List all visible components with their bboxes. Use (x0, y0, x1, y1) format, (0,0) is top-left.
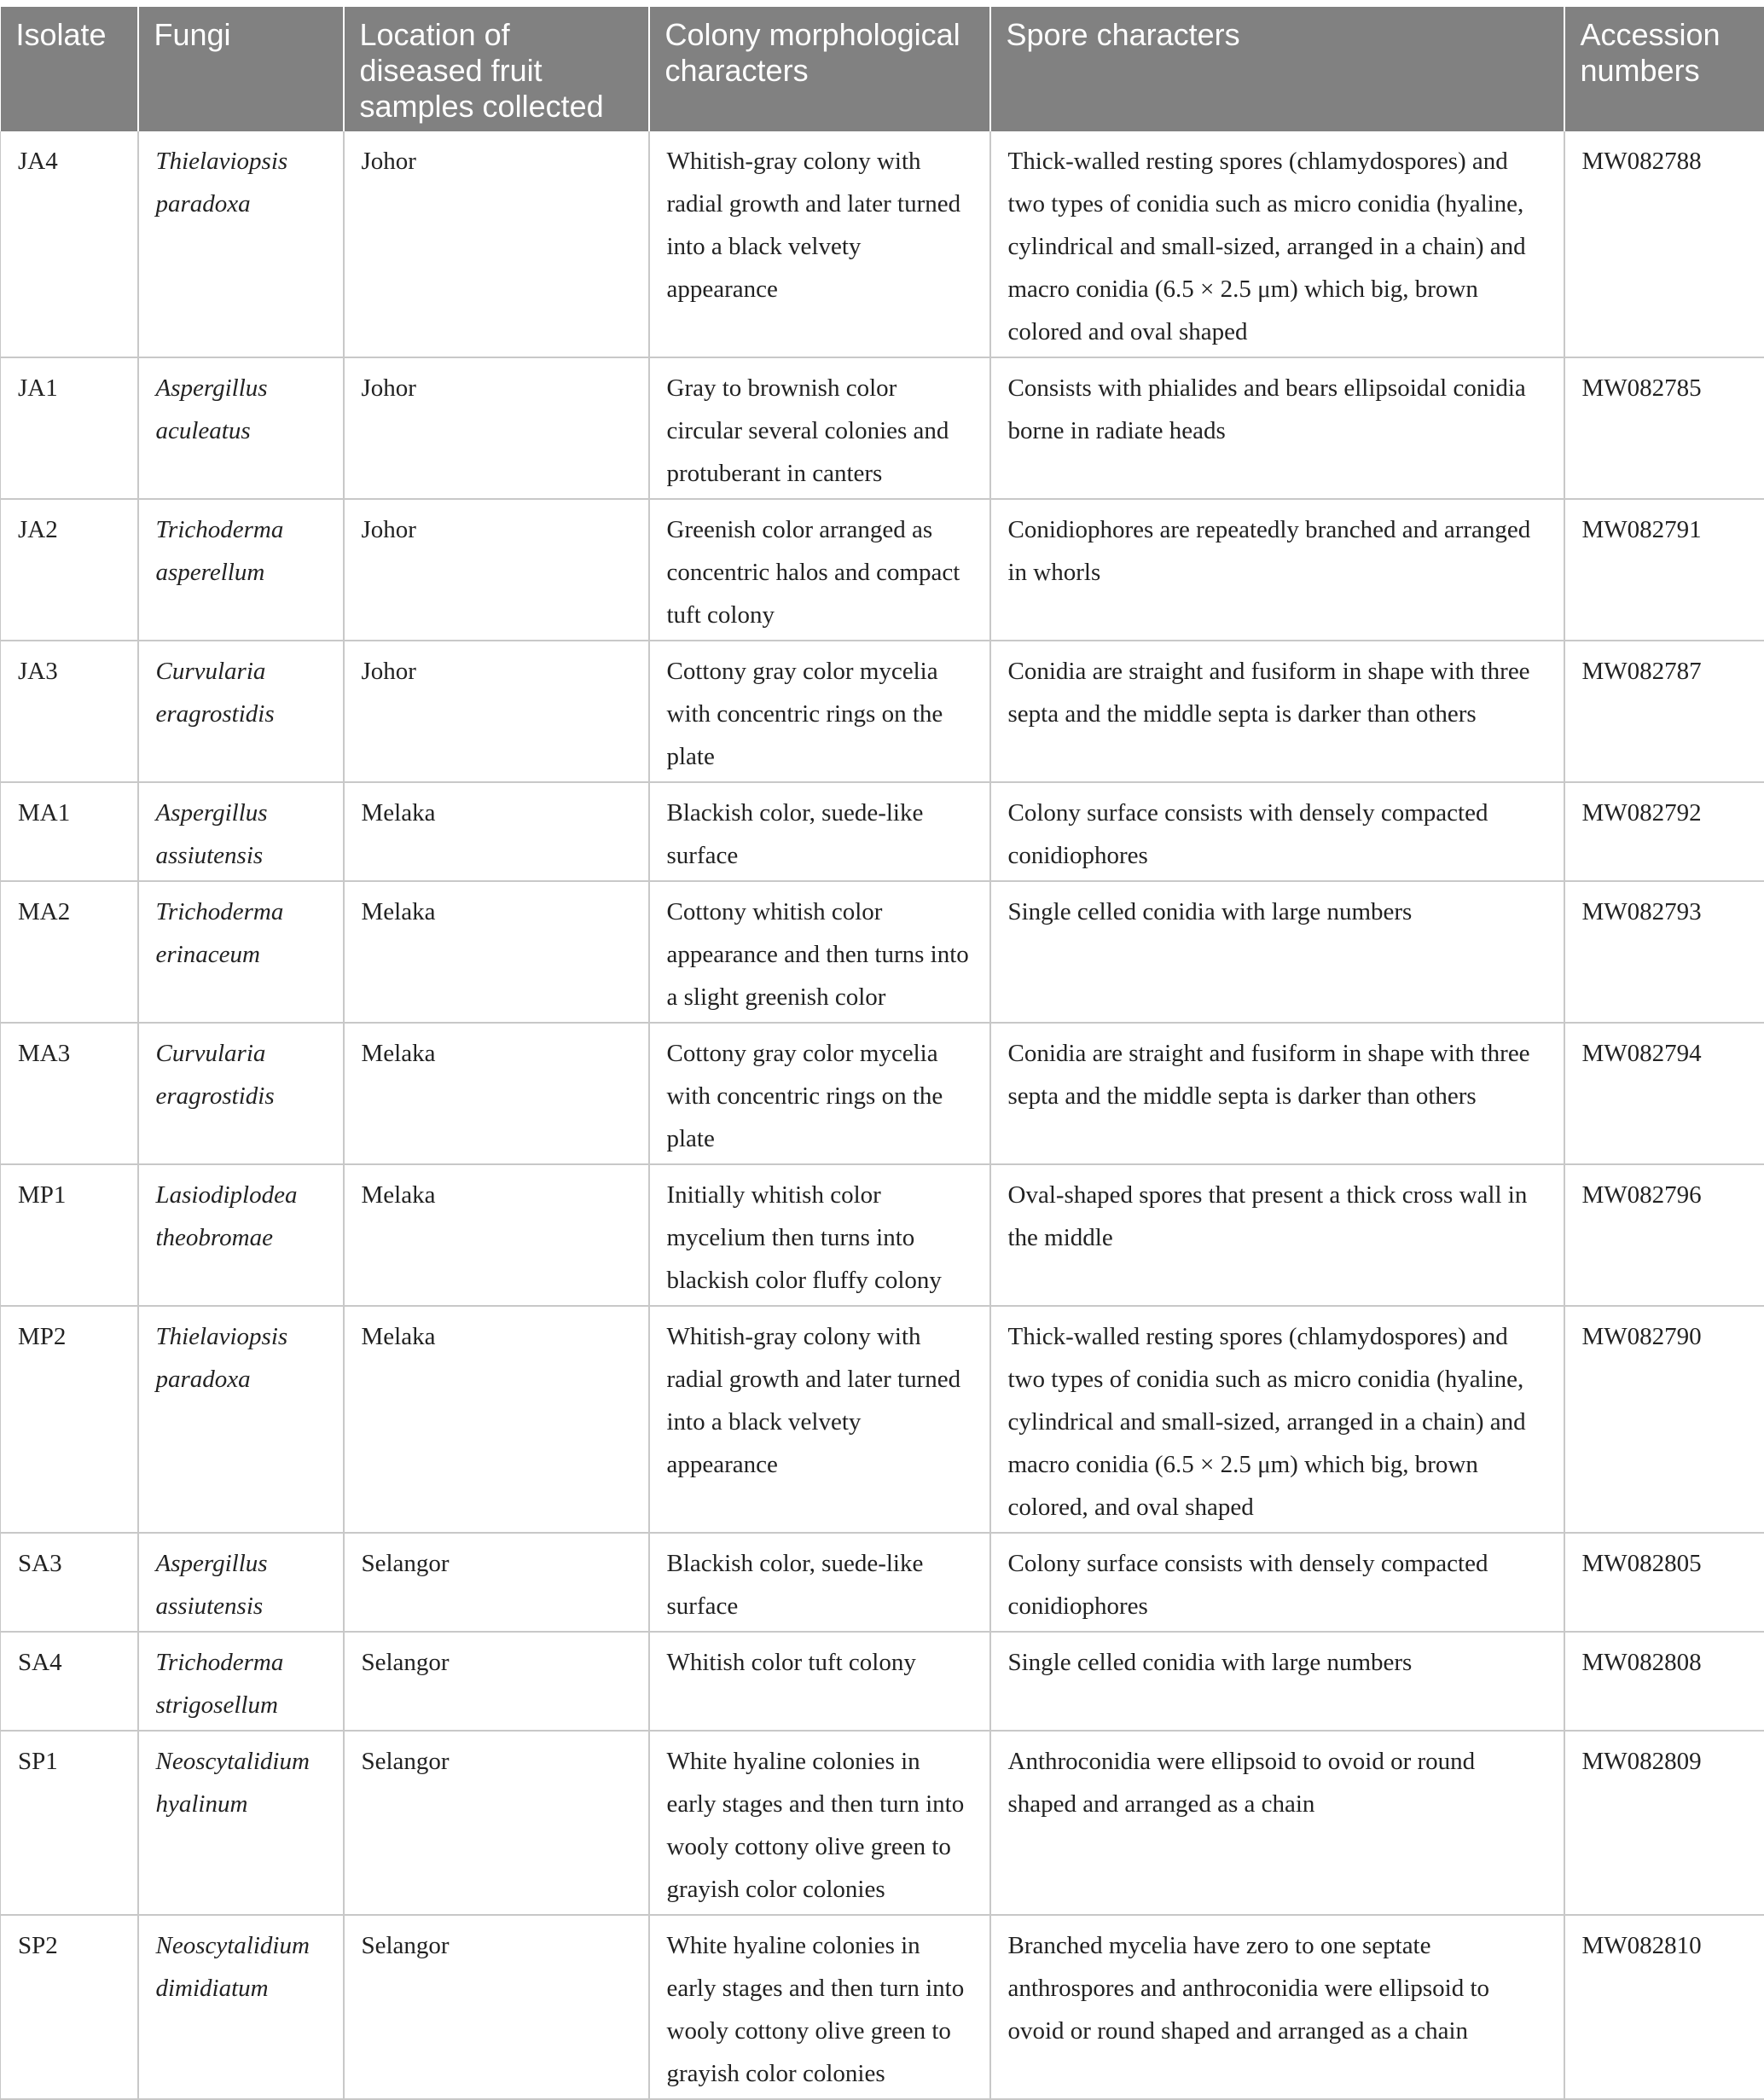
cell-accession: MW082810 (1564, 1915, 1764, 2099)
cell-spore: Colony surface consists with densely compacted conidiophores (990, 782, 1564, 881)
cell-spore: Single celled conidia with large numbers (990, 1632, 1564, 1731)
cell-colony: Cottony gray color mycelia with concentric rings on the plate (649, 1023, 990, 1164)
cell-location: Selangor (344, 1632, 649, 1731)
cell-spore: Colony surface consists with densely compacted conidiophores (990, 1533, 1564, 1632)
header-spore: Spore characters (990, 7, 1564, 131)
header-row (1, 7, 1764, 131)
cell-fungi: Curvularia eragrostidis (138, 641, 344, 782)
cell-location: Melaka (344, 881, 649, 1023)
cell-spore: Oval-shaped spores that present a thick cross wall in the middle (990, 1164, 1564, 1306)
cell-isolate: MA3 (1, 1023, 138, 1164)
cell-spore: Conidia are straight and fusiform in shape with three septa and the middle septa is darker than others (990, 1023, 1564, 1164)
cell-spore: Thick-walled resting spores (chlamydospores) and two types of conidia such as micro conidia (hyaline, cylindrical and small-sized, arranged in a chain) and macro conidia (6.5 × 2.5 μm) which big, brown colored, and oval shaped (990, 1306, 1564, 1533)
cell-colony: Blackish color, suede-like surface (649, 782, 990, 881)
cell-accession: MW082791 (1564, 499, 1764, 641)
cell-accession: MW082805 (1564, 1533, 1764, 1632)
table-container (0, 7, 1764, 2100)
cell-fungi: Trichoderma strigosellum (138, 1632, 344, 1731)
table-row (1, 782, 1764, 881)
cell-fungi: Aspergillus assiutensis (138, 1533, 344, 1632)
cell-fungi: Aspergillus assiutensis (138, 782, 344, 881)
cell-location: Melaka (344, 1164, 649, 1306)
table-row (1, 641, 1764, 782)
cell-fungi: Curvularia eragrostidis (138, 1023, 344, 1164)
cell-fungi: Neoscytalidium hyalinum (138, 1731, 344, 1915)
table-row (1, 1731, 1764, 1915)
cell-fungi: Trichoderma asperellum (138, 499, 344, 641)
table-row (1, 1632, 1764, 1731)
header-colony: Colony morphological characters (649, 7, 990, 131)
cell-colony: Whitish color tuft colony (649, 1632, 990, 1731)
header-isolate: Isolate (1, 7, 138, 131)
cell-isolate: SA4 (1, 1632, 138, 1731)
cell-spore: Branched mycelia have zero to one septate anthrospores and anthroconidia were ellipsoid to ovoid or round shaped and arranged as a chain (990, 1915, 1564, 2099)
table-row (1, 131, 1764, 357)
cell-accession: MW082809 (1564, 1731, 1764, 1915)
cell-location: Johor (344, 641, 649, 782)
cell-isolate: JA3 (1, 641, 138, 782)
cell-location: Selangor (344, 1915, 649, 2099)
cell-colony: Gray to brownish color circular several colonies and protuberant in canters (649, 357, 990, 499)
cell-colony: Whitish-gray colony with radial growth and later turned into a black velvety appearance (649, 1306, 990, 1533)
cell-spore: Single celled conidia with large numbers (990, 881, 1564, 1023)
cell-accession: MW082792 (1564, 782, 1764, 881)
cell-accession: MW082785 (1564, 357, 1764, 499)
cell-spore: Conidia are straight and fusiform in shape with three septa and the middle septa is darker than others (990, 641, 1564, 782)
cell-isolate: SP1 (1, 1731, 138, 1915)
cell-isolate: MP1 (1, 1164, 138, 1306)
table-row (1, 1915, 1764, 2099)
table-header (1, 7, 1764, 131)
header-fungi: Fungi (138, 7, 344, 131)
table-row (1, 881, 1764, 1023)
cell-colony: White hyaline colonies in early stages and then turn into wooly cottony olive green to grayish color colonies (649, 1731, 990, 1915)
cell-isolate: JA2 (1, 499, 138, 641)
table-row (1, 1306, 1764, 1533)
table-row (1, 1533, 1764, 1632)
cell-accession: MW082794 (1564, 1023, 1764, 1164)
cell-colony: Blackish color, suede-like surface (649, 1533, 990, 1632)
table-row (1, 357, 1764, 499)
cell-isolate: MP2 (1, 1306, 138, 1533)
cell-fungi: Lasiodiplodea theobromae (138, 1164, 344, 1306)
cell-location: Melaka (344, 1023, 649, 1164)
cell-accession: MW082808 (1564, 1632, 1764, 1731)
fungi-isolates-table (0, 7, 1764, 2100)
cell-fungi: Thielaviopsis paradoxa (138, 1306, 344, 1533)
cell-accession: MW082796 (1564, 1164, 1764, 1306)
cell-spore: Consists with phialides and bears ellipsoidal conidia borne in radiate heads (990, 357, 1564, 499)
cell-fungi: Thielaviopsis paradoxa (138, 131, 344, 357)
table-row (1, 499, 1764, 641)
table-row (1, 1164, 1764, 1306)
cell-location: Melaka (344, 782, 649, 881)
cell-accession: MW082787 (1564, 641, 1764, 782)
header-location: Location of diseased fruit samples collected (344, 7, 649, 131)
cell-isolate: MA1 (1, 782, 138, 881)
cell-location: Johor (344, 357, 649, 499)
table-body (1, 131, 1764, 2099)
cell-location: Johor (344, 131, 649, 357)
cell-location: Melaka (344, 1306, 649, 1533)
cell-isolate: MA2 (1, 881, 138, 1023)
cell-fungi: Aspergillus aculeatus (138, 357, 344, 499)
cell-colony: Initially whitish color mycelium then turns into blackish color fluffy colony (649, 1164, 990, 1306)
cell-location: Selangor (344, 1533, 649, 1632)
cell-isolate: SA3 (1, 1533, 138, 1632)
cell-accession: MW082793 (1564, 881, 1764, 1023)
cell-fungi: Neoscytalidium dimidiatum (138, 1915, 344, 2099)
table-row (1, 1023, 1764, 1164)
cell-colony: Cottony gray color mycelia with concentric rings on the plate (649, 641, 990, 782)
cell-colony: Whitish-gray colony with radial growth and later turned into a black velvety appearance (649, 131, 990, 357)
cell-accession: MW082790 (1564, 1306, 1764, 1533)
cell-isolate: JA4 (1, 131, 138, 357)
cell-isolate: JA1 (1, 357, 138, 499)
header-accession: Accession numbers (1564, 7, 1764, 131)
cell-location: Selangor (344, 1731, 649, 1915)
cell-colony: Greenish color arranged as concentric halos and compact tuft colony (649, 499, 990, 641)
cell-spore: Conidiophores are repeatedly branched and arranged in whorls (990, 499, 1564, 641)
cell-spore: Thick-walled resting spores (chlamydospores) and two types of conidia such as micro conidia (hyaline, cylindrical and small-sized, arranged in a chain) and macro conidia (6.5 × 2.5 μm) which big, brown colored and oval shaped (990, 131, 1564, 357)
cell-colony: Cottony whitish color appearance and then turns into a slight greenish color (649, 881, 990, 1023)
cell-accession: MW082788 (1564, 131, 1764, 357)
cell-spore: Anthroconidia were ellipsoid to ovoid or round shaped and arranged as a chain (990, 1731, 1564, 1915)
cell-fungi: Trichoderma erinaceum (138, 881, 344, 1023)
cell-location: Johor (344, 499, 649, 641)
cell-isolate: SP2 (1, 1915, 138, 2099)
cell-colony: White hyaline colonies in early stages and then turn into wooly cottony olive green to grayish color colonies (649, 1915, 990, 2099)
